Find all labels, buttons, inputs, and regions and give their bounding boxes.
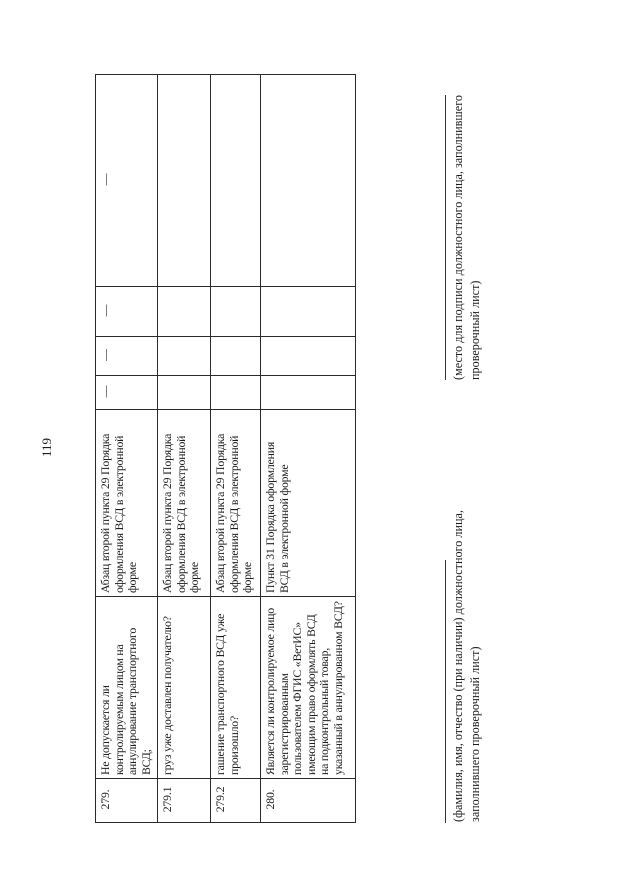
question-line: пользователем ФГИС «ВетИС»: [290, 622, 304, 775]
requirement-line: Абзац второй пункта 29 Порядка: [98, 433, 112, 593]
requirement-line: оформления ВСД в электронной: [226, 435, 241, 593]
caption-line: заполнившего проверочный лист): [468, 646, 482, 822]
checklist-table: [95, 74, 356, 823]
question-cell: [158, 597, 211, 779]
question-line: груз уже доставлен получателю?: [160, 616, 174, 775]
table-cell-col6: [211, 287, 261, 337]
question-line: Является ли контролируемое лицо: [263, 607, 277, 775]
table-row: [261, 75, 356, 823]
requirement-line: Пункт 31 Порядка оформления: [263, 441, 277, 593]
table-cell-col4: [261, 376, 356, 410]
table-cell-col6: —: [96, 287, 158, 337]
table-cell-col5: [211, 337, 261, 376]
caption-line: (место для подписи должностного лица, заполнившего: [451, 95, 465, 380]
item-number: 279.: [96, 779, 158, 823]
table-cell-col5: —: [96, 337, 158, 376]
table-cell-col7: —: [96, 75, 158, 287]
requirement-line: оформления ВСД в электронной: [173, 435, 188, 593]
item-number: 279.1: [158, 779, 211, 823]
table-row: [96, 75, 158, 823]
caption-line: проверочный лист): [468, 280, 482, 380]
table-row: [211, 75, 261, 823]
caption-line: (фамилия, имя, отчество (при наличии) должностного лица,: [451, 510, 465, 822]
question-line: Не допускается ли: [98, 685, 112, 775]
requirement-cell: [158, 410, 211, 597]
requirement-cell: [211, 410, 261, 597]
signature-caption: [450, 95, 484, 380]
question-cell: [211, 597, 261, 779]
table-cell-col6: [261, 287, 356, 337]
question-line: на подконтрольный товар,: [317, 647, 331, 775]
page-number: 119: [39, 437, 54, 458]
requirement-line: Абзац второй пункта 29 Порядка: [213, 433, 227, 593]
requirement-line: форме: [240, 562, 254, 593]
question-cell: [96, 597, 158, 779]
table-cell-col4: [158, 376, 211, 410]
table-cell-col7: [211, 75, 261, 287]
table-cell-col7: [158, 75, 211, 287]
requirement-line: форме: [187, 562, 201, 593]
requirement-line: Абзац второй пункта 29 Порядка: [160, 433, 174, 593]
table-cell-col5: [158, 337, 211, 376]
question-line: указанный в аннулированном ВСД?: [330, 601, 345, 775]
requirement-line: ВСД в электронной форме: [276, 464, 291, 593]
table-cell-col6: [158, 287, 211, 337]
table-row: [158, 75, 211, 823]
question-cell: [261, 597, 356, 779]
table-cell-col4: [211, 376, 261, 410]
table-cell-col4: —: [96, 376, 158, 410]
table-cell-col7: [261, 75, 356, 287]
question-line: контролируемым лицом на: [111, 644, 126, 775]
table-cell-col5: [261, 337, 356, 376]
item-number: 279.2: [211, 779, 261, 823]
requirement-line: форме: [125, 562, 139, 593]
question-line: гашение транспортного ВСД уже: [213, 613, 227, 775]
question-line: имеющим право оформлять ВСД: [303, 614, 318, 775]
signature-place-line: [445, 95, 446, 380]
name-caption: [450, 510, 484, 822]
item-number: 280.: [261, 779, 356, 823]
question-line: произошло?: [226, 715, 241, 775]
requirement-cell: [261, 410, 356, 597]
requirement-line: оформления ВСД в электронной: [111, 435, 126, 593]
requirement-cell: [96, 410, 158, 597]
name-signature-line: [445, 560, 446, 823]
question-line: зарегистрированным: [276, 673, 291, 775]
question-line: аннулирование транспортного: [125, 627, 139, 775]
question-line: ВСД;: [138, 749, 153, 775]
